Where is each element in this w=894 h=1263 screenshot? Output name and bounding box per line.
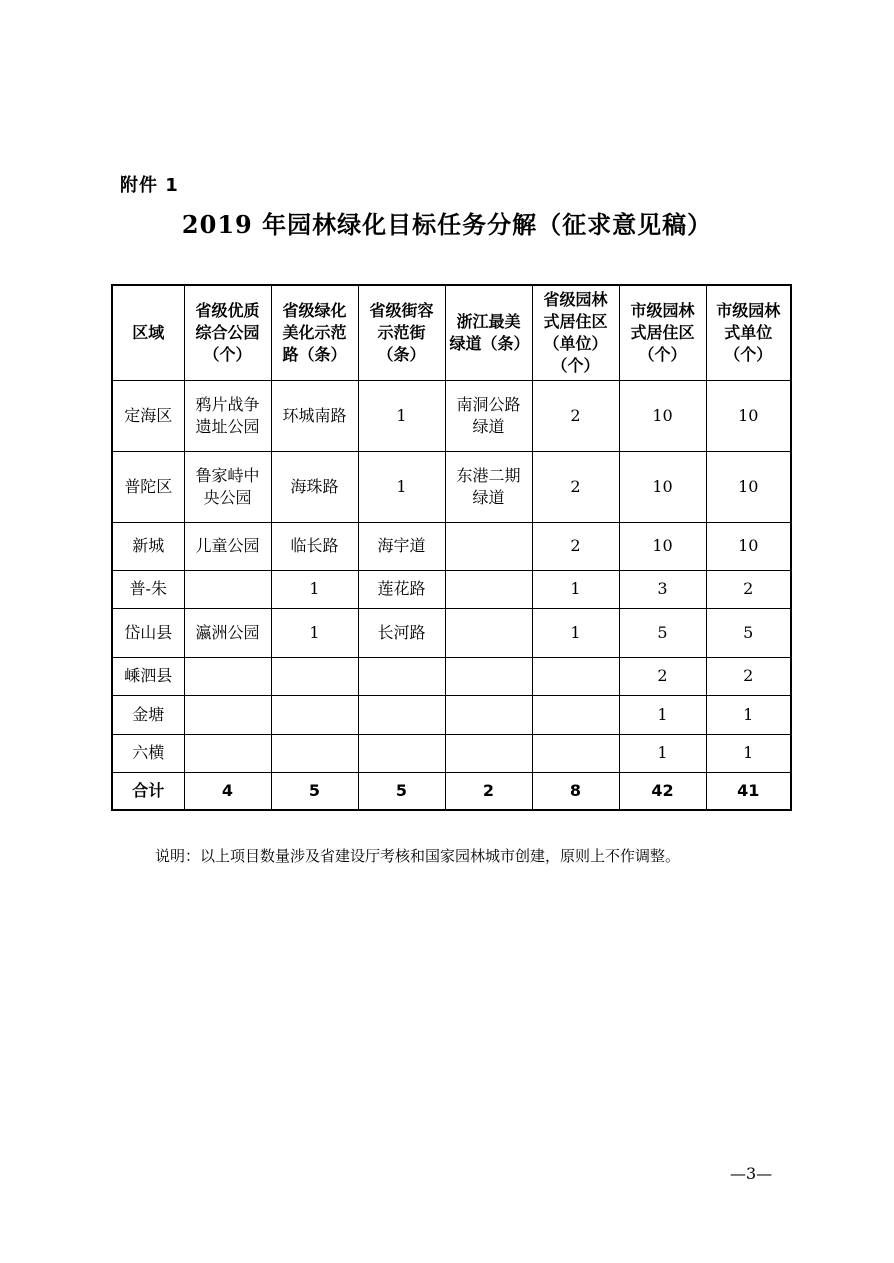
total-cell: 5 (271, 772, 358, 810)
table-cell (358, 657, 445, 695)
table-cell: 10 (619, 380, 706, 451)
table-cell: 东港二期绿道 (445, 451, 532, 522)
explanatory-note: 说明：以上项目数量涉及省建设厅考核和国家园林城市创建，原则上不作调整。 (155, 847, 681, 865)
table-row (112, 570, 791, 608)
header-cell: 区域 (112, 285, 184, 380)
table-cell (532, 657, 619, 695)
region-cell: 六横 (112, 734, 184, 772)
header-cell: 省级园林式居住区（单位）（个） (532, 285, 619, 380)
table-cell: 瀛洲公园 (184, 608, 271, 657)
header-cell: 省级绿化美化示范路（条） (271, 285, 358, 380)
table-cell: 10 (706, 380, 791, 451)
table-cell (271, 734, 358, 772)
table-cell: 1 (271, 608, 358, 657)
table-row (112, 734, 791, 772)
table-cell: 南洞公路绿道 (445, 380, 532, 451)
attachment-label: 附件 1 (120, 175, 179, 196)
table-cell: 2 (706, 570, 791, 608)
table-cell (184, 570, 271, 608)
table-cell (532, 734, 619, 772)
table-cell: 10 (619, 451, 706, 522)
table-cell (358, 695, 445, 734)
table-cell (271, 657, 358, 695)
table-cell: 临长路 (271, 522, 358, 570)
table-cell: 10 (706, 451, 791, 522)
table-cell: 1 (532, 608, 619, 657)
table-cell: 1 (358, 451, 445, 522)
table-row (112, 522, 791, 570)
header-cell: 省级街容示范街（条） (358, 285, 445, 380)
table-cell (445, 695, 532, 734)
total-cell: 8 (532, 772, 619, 810)
table-cell: 2 (532, 522, 619, 570)
document-title: 2019 年园林绿化目标任务分解（征求意见稿） (181, 210, 713, 239)
table-cell: 长河路 (358, 608, 445, 657)
total-cell: 5 (358, 772, 445, 810)
table-cell (271, 695, 358, 734)
table-cell (445, 522, 532, 570)
table-cell (184, 657, 271, 695)
table-cell: 2 (706, 657, 791, 695)
table-cell: 1 (619, 734, 706, 772)
total-cell: 2 (445, 772, 532, 810)
region-cell: 金塘 (112, 695, 184, 734)
region-cell: 嵊泗县 (112, 657, 184, 695)
table-cell: 2 (532, 451, 619, 522)
table-cell: 2 (619, 657, 706, 695)
table-total-row (112, 772, 791, 810)
table-cell: 5 (706, 608, 791, 657)
header-cell: 市级园林式单位（个） (706, 285, 791, 380)
table-cell: 海宇道 (358, 522, 445, 570)
header-cell: 市级园林式居住区（个） (619, 285, 706, 380)
table-cell: 1 (358, 380, 445, 451)
table-cell (532, 695, 619, 734)
table-row (112, 608, 791, 657)
table-cell (445, 608, 532, 657)
table-row (112, 380, 791, 451)
table-row (112, 451, 791, 522)
table-cell (184, 734, 271, 772)
task-table (111, 284, 792, 811)
table-cell: 1 (532, 570, 619, 608)
page-number: —3— (730, 1164, 773, 1183)
table-cell (358, 734, 445, 772)
table-cell: 2 (532, 380, 619, 451)
total-cell: 42 (619, 772, 706, 810)
table-cell (445, 657, 532, 695)
table-cell: 环城南路 (271, 380, 358, 451)
table-row (112, 695, 791, 734)
table-cell: 鸦片战争遗址公园 (184, 380, 271, 451)
table-cell: 10 (706, 522, 791, 570)
table-row (112, 657, 791, 695)
header-cell: 省级优质综合公园（个） (184, 285, 271, 380)
region-cell: 普-朱 (112, 570, 184, 608)
table-cell (184, 695, 271, 734)
header-cell: 浙江最美绿道（条） (445, 285, 532, 380)
table-cell: 海珠路 (271, 451, 358, 522)
total-cell: 4 (184, 772, 271, 810)
table-cell: 莲花路 (358, 570, 445, 608)
table-cell (445, 570, 532, 608)
table-cell: 10 (619, 522, 706, 570)
region-cell: 普陀区 (112, 451, 184, 522)
table-cell: 儿童公园 (184, 522, 271, 570)
total-cell: 41 (706, 772, 791, 810)
table-cell: 3 (619, 570, 706, 608)
region-cell: 定海区 (112, 380, 184, 451)
total-label-cell: 合计 (112, 772, 184, 810)
table-cell: 1 (271, 570, 358, 608)
table-cell: 1 (619, 695, 706, 734)
table-header-row (112, 285, 791, 380)
table-cell (445, 734, 532, 772)
table-cell: 5 (619, 608, 706, 657)
region-cell: 新城 (112, 522, 184, 570)
table-cell: 鲁家峙中央公园 (184, 451, 271, 522)
region-cell: 岱山县 (112, 608, 184, 657)
table-cell: 1 (706, 695, 791, 734)
table-cell: 1 (706, 734, 791, 772)
